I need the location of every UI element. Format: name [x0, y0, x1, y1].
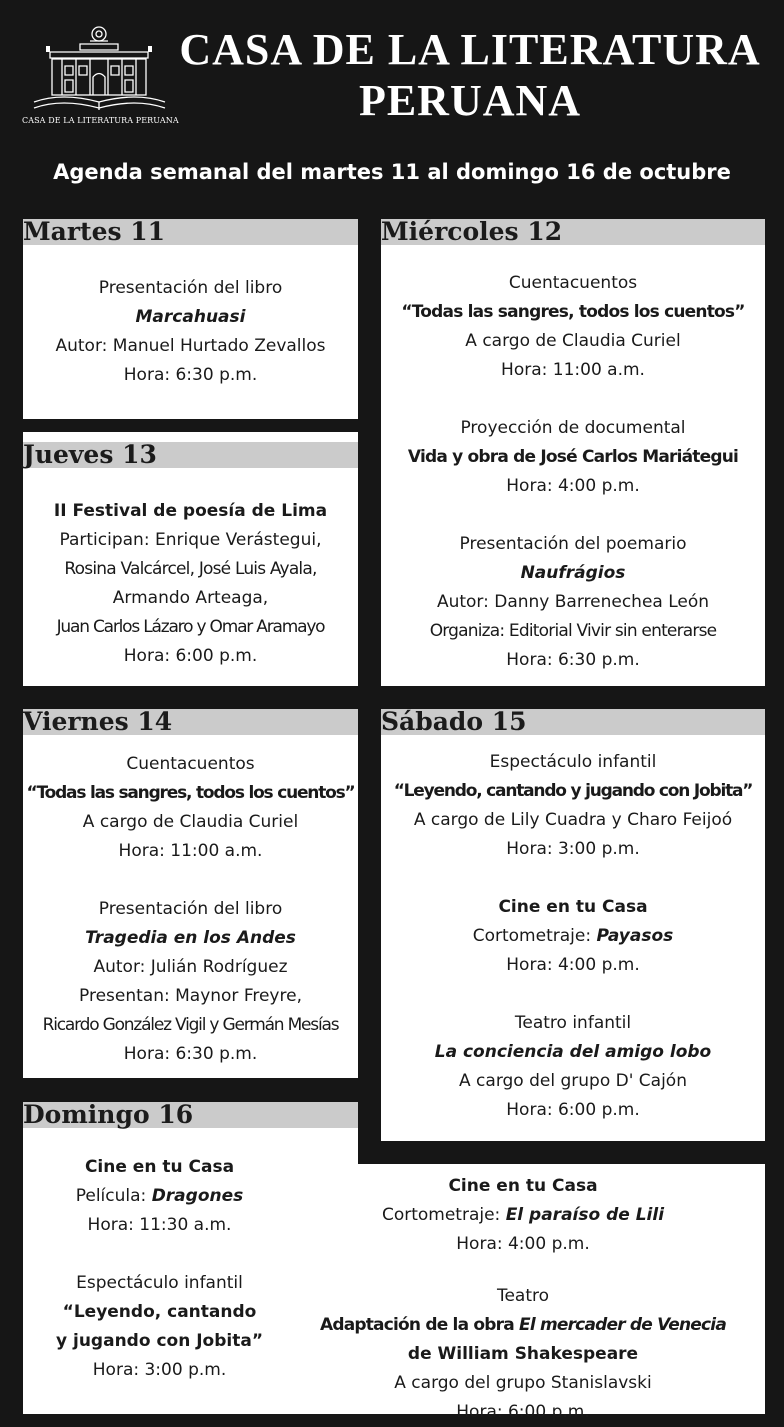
event-film: Cortometraje: Payasos	[472, 926, 674, 946]
event-host: A cargo del grupo Stanislavski	[394, 1373, 652, 1393]
event-type: Cuentacuentos	[508, 273, 638, 293]
viernes-content	[23, 750, 358, 1069]
miercoles-day-header	[381, 219, 765, 245]
event-title: Cine en tu Casa	[448, 1176, 598, 1196]
event-type: Proyección de documental	[460, 418, 686, 438]
event-title: Vida y obra de José Carlos Mariátegui	[407, 447, 739, 467]
event-title: La conciencia del amigo lobo	[434, 1042, 712, 1062]
event-presenters: Presentan: Maynor Freyre,	[79, 986, 302, 1006]
event-host: A cargo de Claudia Curiel	[82, 812, 299, 832]
event-time: Hora: 3:00 p.m.	[506, 839, 640, 859]
event-type: Teatro infantil	[514, 1013, 632, 1033]
event-time: Hora: 4:00 p.m.	[506, 476, 640, 496]
event-type: Espectáculo infantil	[76, 1273, 243, 1293]
event-time: Hora: 6:30 p.m.	[506, 650, 640, 670]
event-time: Hora: 6:00 p.m.	[456, 1402, 590, 1422]
viernes-day-label: Viernes 14	[23, 707, 173, 736]
domingo-left-content	[23, 1153, 296, 1385]
viernes-day-header	[23, 709, 358, 735]
event-host: A cargo de Lily Cuadra y Charo Feijoó	[413, 810, 733, 830]
sabado-day-header	[381, 709, 765, 735]
event-title: Adaptación de la obra El mercader de Venecia	[319, 1315, 727, 1335]
event-author: Autor: Julián Rodríguez	[93, 957, 288, 977]
event-title: “Leyendo, cantando	[62, 1302, 257, 1322]
miercoles-content	[381, 269, 765, 675]
event-type: Teatro	[496, 1286, 550, 1306]
event-time: Hora: 6:30 p.m.	[123, 1044, 258, 1064]
event-author: Autor: Danny Barrenechea León	[436, 592, 710, 612]
event-type: Presentación del libro	[98, 899, 283, 919]
sabado-day-label: Sábado 15	[381, 707, 527, 736]
event-title: II Festival de poesía de Lima	[53, 501, 328, 521]
event-author: Autor: Manuel Hurtado Zevallos	[55, 336, 326, 356]
event-host: A cargo de Claudia Curiel	[465, 331, 681, 351]
event-time: Hora: 11:30 a.m.	[87, 1215, 232, 1235]
martes-day-header	[23, 219, 358, 245]
event-participants: Armando Arteaga,	[112, 588, 269, 608]
event-participants: Juan Carlos Lázaro y Omar Aramayo	[56, 617, 325, 637]
event-host: A cargo del grupo D' Cajón	[459, 1071, 687, 1091]
event-participants: Rosina Valcárcel, José Luis Ayala,	[64, 559, 317, 579]
event-time: Hora: 11:00 a.m.	[118, 841, 263, 861]
event-presenters: Ricardo González Vigil y Germán Mesías	[42, 1015, 339, 1035]
event-organizer: Organiza: Editorial Vivir sin enterarse	[429, 621, 717, 641]
event-time: Hora: 6:00 p.m.	[123, 646, 258, 666]
agenda-subtitle: Agenda semanal del martes 11 al domingo 16 de octubre	[53, 160, 731, 184]
event-title: y jugando con Jobita”	[56, 1331, 263, 1351]
event-title: Cine en tu Casa	[498, 897, 648, 917]
miercoles-day-label: Miércoles 12	[381, 217, 563, 246]
event-type: Presentación del libro	[98, 278, 283, 298]
event-title: de William Shakespeare	[407, 1344, 639, 1364]
event-type: Espectáculo infantil	[489, 752, 657, 772]
event-type: Presentación del poemario	[459, 534, 687, 554]
event-title: “Todas las sangres, todos los cuentos”	[401, 302, 745, 322]
event-type: Cuentacuentos	[126, 754, 255, 774]
event-film: Película: Dragones	[75, 1186, 244, 1206]
event-time: Hora: 11:00 a.m.	[501, 360, 645, 380]
martes-day-label: Martes 11	[23, 217, 166, 246]
event-title: Marcahuasi	[135, 307, 246, 327]
event-title: “Leyendo, cantando y jugando con Jobita”	[393, 781, 753, 801]
event-time: Hora: 6:00 p.m.	[506, 1100, 640, 1120]
event-time: Hora: 6:30 p.m.	[123, 365, 258, 385]
event-film: Cortometraje: El paraíso de Lili	[381, 1205, 665, 1225]
event-title: “Todas las sangres, todos los cuentos”	[26, 783, 355, 803]
domingo-right-content	[296, 1172, 750, 1427]
event-time: Hora: 4:00 p.m.	[456, 1234, 590, 1254]
domingo-day-label: Domingo 16	[23, 1100, 194, 1129]
martes-content	[23, 274, 358, 390]
jueves-day-label: Jueves 13	[23, 440, 157, 469]
title-line-1: CASA DE LA LITERATURA	[179, 25, 761, 74]
logo-caption: CASA DE LA LITERATURA PERUANA	[22, 116, 179, 125]
jueves-content	[23, 497, 358, 671]
event-participants: Participan: Enrique Verástegui,	[59, 530, 322, 550]
event-time: Hora: 4:00 p.m.	[506, 955, 640, 975]
logo	[22, 22, 177, 130]
domingo-day-header	[23, 1102, 358, 1128]
event-time: Hora: 3:00 p.m.	[92, 1360, 227, 1380]
page-title	[170, 24, 770, 126]
event-title: Tragedia en los Andes	[85, 928, 296, 948]
event-title: Naufrágios	[520, 563, 626, 583]
sabado-content	[381, 748, 765, 1125]
building-book-logo-icon	[32, 22, 167, 114]
event-title: Cine en tu Casa	[84, 1157, 235, 1177]
jueves-day-header	[23, 442, 358, 468]
title-line-2: PERUANA	[358, 76, 582, 125]
